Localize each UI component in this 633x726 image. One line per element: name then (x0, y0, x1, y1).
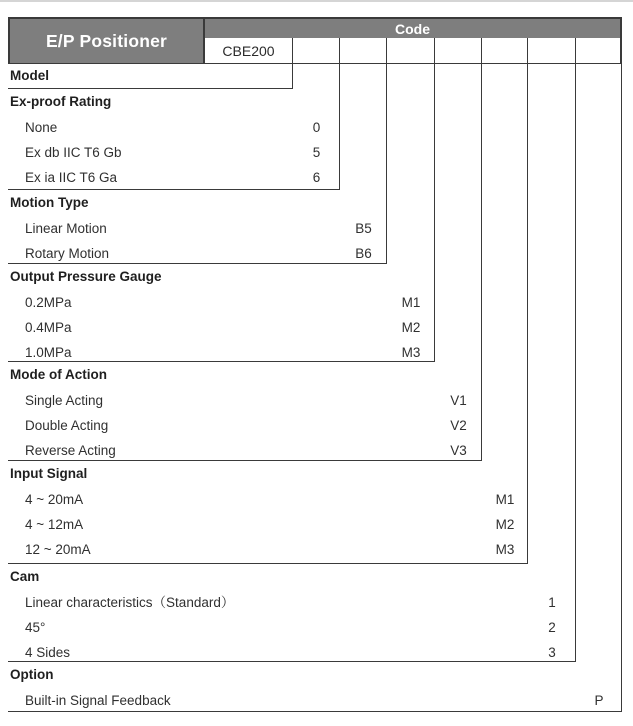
option-code: P (594, 693, 604, 708)
code-header-label: Code (395, 20, 430, 37)
option-label: 45° (25, 620, 46, 635)
option-label: Reverse Acting (25, 443, 116, 458)
section-underline (8, 661, 576, 662)
empty-code-cell (482, 38, 528, 63)
step-line (339, 63, 340, 190)
empty-code-cell (387, 38, 435, 63)
option-label: None (25, 120, 58, 135)
option-code: M2 (401, 320, 421, 335)
option-label: Linear Motion (25, 221, 107, 236)
empty-code-cell (340, 38, 387, 63)
option-code: M3 (401, 345, 421, 360)
product-name-label: E/P Positioner (45, 30, 168, 51)
step-line (386, 63, 387, 264)
option-code: V1 (450, 393, 467, 408)
page-top-edge-artifact (0, 0, 633, 2)
option-code: M1 (495, 492, 515, 507)
section-title: Mode of Action (10, 367, 107, 382)
empty-code-cell (576, 38, 622, 63)
option-label: Ex ia IIC T6 Ga (25, 170, 118, 185)
option-label: Built-in Signal Feedback (25, 693, 171, 708)
empty-code-cell (293, 38, 340, 63)
step-line (481, 63, 482, 461)
option-code: 5 (312, 145, 321, 160)
product-name-cell (8, 17, 205, 63)
section-title: Option (10, 667, 54, 682)
option-label: 0.2MPa (25, 295, 72, 310)
step-line (434, 63, 435, 362)
section-title: Model (10, 68, 49, 83)
code-header-cell (205, 17, 622, 38)
option-label: 1.0MPa (25, 345, 72, 360)
option-code: 0 (312, 120, 321, 135)
option-label: 4 Sides (25, 645, 71, 660)
empty-code-cell (435, 38, 482, 63)
step-line (292, 63, 293, 89)
option-code: M2 (495, 517, 515, 532)
option-label: Single Acting (25, 393, 104, 408)
model-code-cell: CBE200 (205, 38, 293, 63)
code-cells-row (205, 38, 622, 63)
option-label: 4 ~ 12mA (25, 517, 84, 532)
option-code: B6 (355, 246, 372, 261)
option-code: B5 (355, 221, 372, 236)
option-code: V3 (450, 443, 467, 458)
option-code: 2 (548, 620, 556, 635)
option-label: Linear characteristics（Standard） (25, 595, 235, 610)
option-label: 12 ~ 20mA (25, 542, 91, 557)
empty-code-cell (528, 38, 576, 63)
option-label: 0.4MPa (25, 320, 72, 335)
option-label: Ex db IIC T6 Gb (25, 145, 122, 160)
section-title: Output Pressure Gauge (10, 269, 162, 284)
section-title: Input Signal (10, 466, 88, 481)
option-label: 4 ~ 20mA (25, 492, 84, 507)
option-label: Double Acting (25, 418, 109, 433)
step-line (575, 63, 576, 662)
option-code: V2 (450, 418, 467, 433)
step-line (621, 63, 622, 712)
step-line (527, 63, 528, 564)
option-code: 6 (312, 170, 321, 185)
option-code: 3 (548, 645, 556, 660)
option-code: 1 (548, 595, 556, 610)
section-underline (8, 711, 622, 712)
option-code: M1 (401, 295, 421, 310)
header-bottom-line (8, 63, 622, 64)
option-code: M3 (495, 542, 515, 557)
section-title: Motion Type (10, 195, 89, 210)
section-underline (8, 563, 528, 564)
section-title: Cam (10, 569, 40, 584)
option-label: Rotary Motion (25, 246, 110, 261)
section-title: Ex-proof Rating (10, 94, 112, 109)
